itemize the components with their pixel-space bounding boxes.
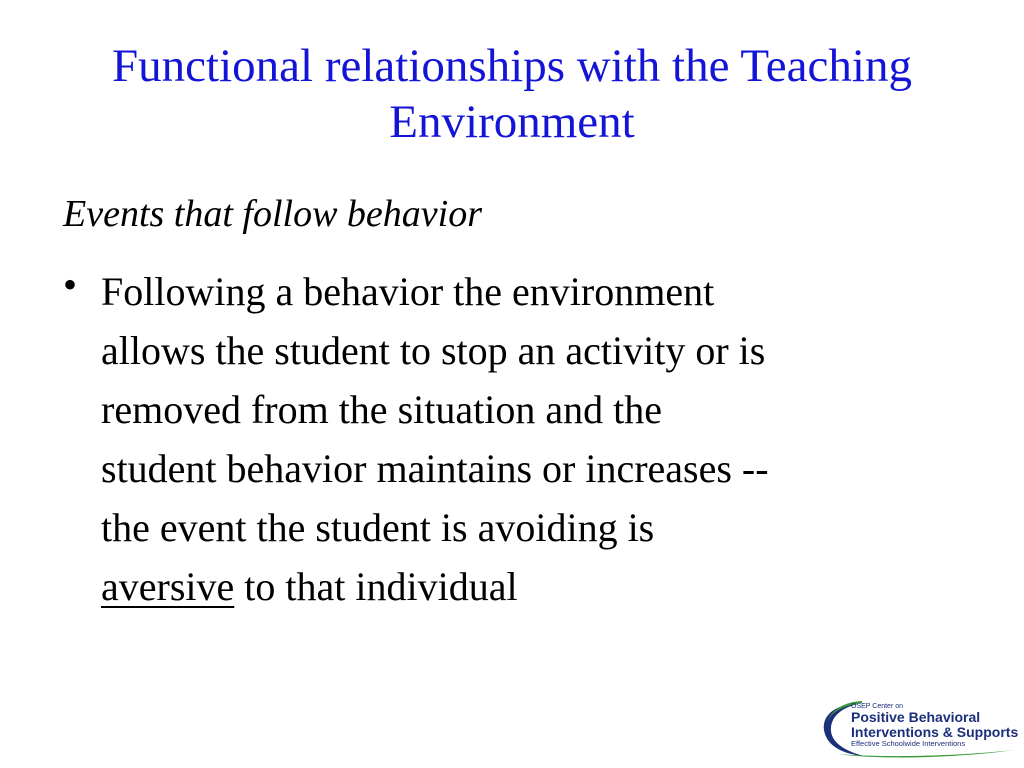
slide-subheading: Events that follow behavior: [63, 193, 483, 235]
underlined-term: aversive: [101, 564, 235, 609]
logo-line-4: Effective Schoolwide Interventions: [851, 739, 966, 748]
bullet-line-6: [101, 557, 769, 616]
bullet-line-4: student behavior maintains or increases --: [101, 446, 769, 491]
bullet-line-5: the event the student is avoiding is: [101, 505, 655, 550]
slide-title-line-1: Functional relationships with the Teaching: [112, 40, 912, 92]
bullet-line-2: allows the student to stop an activity or is: [101, 328, 766, 373]
bullet-line-1: Following a behavior the environment: [101, 269, 715, 314]
slide-title: [40, 38, 984, 150]
logo-line-3: Interventions & Supports: [851, 724, 1019, 740]
logo-line-1: OSEP Center on: [851, 703, 904, 710]
slide-title-line-2: Environment: [389, 96, 635, 148]
bullet-text: [101, 262, 769, 616]
logo-line-2: Positive Behavioral: [851, 709, 981, 725]
bullet-marker: •: [63, 262, 78, 307]
pbis-logo: [818, 696, 1018, 760]
bullet-line-3: removed from the situation and the: [101, 387, 662, 432]
bullet-line-6-rest: to that individual: [234, 564, 518, 609]
